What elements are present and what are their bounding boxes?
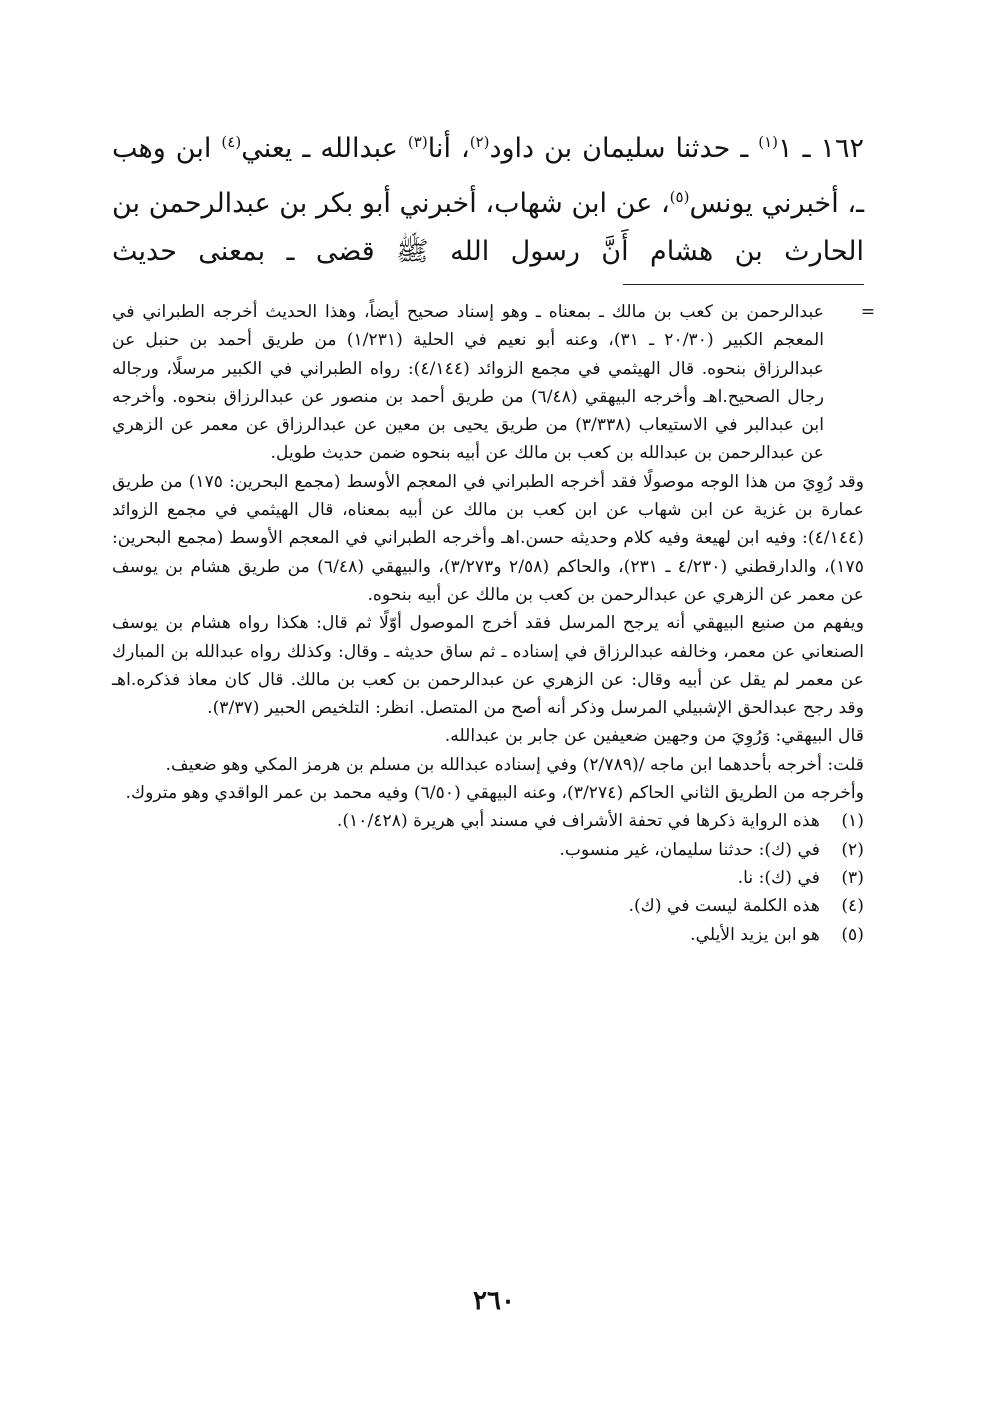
footnote-ref-4: (٤): [221, 133, 242, 151]
page-number: ٢٦٠: [473, 1286, 515, 1316]
footnote-item: [112, 807, 864, 835]
footnote-number: (٣): [841, 867, 864, 888]
note-text: عبدالرحمن بن كعب بن مالك ـ بمعناه ـ وهو إسناد صحيح أيضاً، وهذا الحديث أخرجه الطبراني في المعجم الكبير (٢٠/٣٠ ـ ٣١)، وعنه أبو نعيم في الحلية (١/٢٣١) من طريق أحمد بن حنبل عن عبدالرزاق بنحوه. قال الهيثمي في مجمع الزوائد (٤/١٤٤): رواه الطبراني في الكبير مرسلًا، ورجاله رجال الصحيح.اهـ وأخرجه البيهقي (٦/٤٨) من طريق أحمد بن منصور عن عبدالرزاق بنحوه. وأخرجه ابن عبدالبر في الاستيعاب (٣/٣٣٨) من طريق يحيى بن معين عن عبدالرزاق عن معمر عن الزهري عن عبدالرحمن بن عبدالله بن كعب بن مالك عن أبيه بنحوه ضمن حديث طويل.: [112, 302, 825, 464]
footnote-text: هذه الكلمة ليست في (ك).: [628, 896, 820, 917]
footnote-item: [112, 921, 864, 949]
hadith-main-text: [112, 118, 864, 276]
note-paragraph-continued: [112, 298, 876, 468]
footnote-item: [112, 864, 864, 892]
footnote-ref-3: (٣): [407, 133, 428, 151]
footnote-ref-2: (٢): [469, 133, 490, 151]
note-paragraph: قال البيهقي: وَرُوِيَ من وجهين ضعيفين عن جابر بن عبدالله.: [444, 726, 864, 747]
footnote-text: في (ك): حدثنا سليمان، غير منسوب.: [559, 839, 820, 860]
hadith-number: ١٦٢ ـ ١: [778, 133, 865, 164]
footnote-number: (٢): [841, 839, 864, 860]
note-paragraph: قلت: أخرجه بأحدهما ابن ماجه /(٢/٧٨٩) وفي إسناده عبدالله بن مسلم بن هرمز المكي وهو ضعيف.: [165, 754, 864, 775]
continuation-mark: =: [860, 302, 876, 322]
hadith-text-part: عبدالله ـ يعني: [241, 133, 408, 164]
hadith-text-part: ، عن ابن شهاب، أخبرني أبو بكر بن عبدالرحمن بن الحارث بن هشام أَنَّ رسول الله ﷺ قضى ـ بمعنى حديث: [112, 188, 864, 267]
note-paragraph: وأخرجه من الطريق الثاني الحاكم (٣/٢٧٤)، وعنه البيهقي (٦/٥٠) وفيه محمد بن عمر الواقدي وهو متروك.: [125, 783, 864, 804]
footnote-list: [112, 807, 864, 948]
hadith-text-part: ، أنا: [427, 133, 470, 164]
footnotes-section: [112, 298, 876, 949]
footnote-number: (٤): [841, 896, 864, 917]
footnote-text: هو ابن يزيد الأيلي.: [690, 924, 820, 945]
footnote-text: هذه الرواية ذكرها في تحفة الأشراف في مسند أبي هريرة (١٠/٤٢٨).: [336, 811, 820, 832]
footnote-ref-5: (٥): [669, 188, 690, 206]
note-paragraph: وقد رُوِيَ من هذا الوجه موصولًا فقد أخرجه الطبراني في المعجم الأوسط (مجمع البحرين: ١٧٥) من طريق عمارة بن غزية عن ابن شهاب عن ابن كعب بن مالك عن أبيه بمعناه، قال الهيثمي في مجمع الزوائد (٤/١٤٤): وفيه ابن لهيعة وفيه كلام وحديثه حسن.اهـ وأخرجه الطبراني في المعجم الأوسط (مجمع البحرين: ١٧٥)، والدارقطني (٤/٢٣٠ ـ ٢٣١)، والحاكم (٢/٥٨ و٣/٢٧٣)، والبيهقي (٦/٤٨) من طريق هشام بن يوسف عن معمر عن الزهري عن عبدالرحمن بن كعب بن مالك عن أبيه بنحوه.: [112, 471, 865, 605]
note-paragraph: ويفهم من صنيع البيهقي أنه يرجح المرسل فقد أخرج الموصول أوّلًا ثم قال: هكذا رواه هشام بن يوسف الصنعاني عن معمر، وخالفه عبدالرزاق في إسناده ـ ثم ساق حديثه ـ وقال: وكذلك رواه عبدالله بن المبارك عن معمر لم يقل عن أبيه وقال: عن الزهري عن عبدالرحمن بن كعب بن مالك. قال كان معاذ فذكره.اهـ وقد رجح عبدالحق الإشبيلي المرسل وذكر أنه أصح من المتصل. انظر: التلخيص الحبير (٣/٣٧).: [112, 613, 864, 719]
footnote-text: في (ك): نا.: [737, 867, 820, 888]
footnote-separator: [623, 284, 864, 285]
footnote-item: [112, 836, 864, 864]
hadith-text-part: ابن وهب ـ، أخبرني يونس: [112, 133, 864, 219]
footnote-item: [112, 892, 864, 920]
footnote-number: (٥): [841, 924, 864, 945]
hadith-text-part: ـ حدثنا سليمان بن داود: [489, 133, 759, 164]
footnote-number: (١): [841, 811, 864, 832]
footnote-ref-1: (١): [758, 133, 779, 151]
